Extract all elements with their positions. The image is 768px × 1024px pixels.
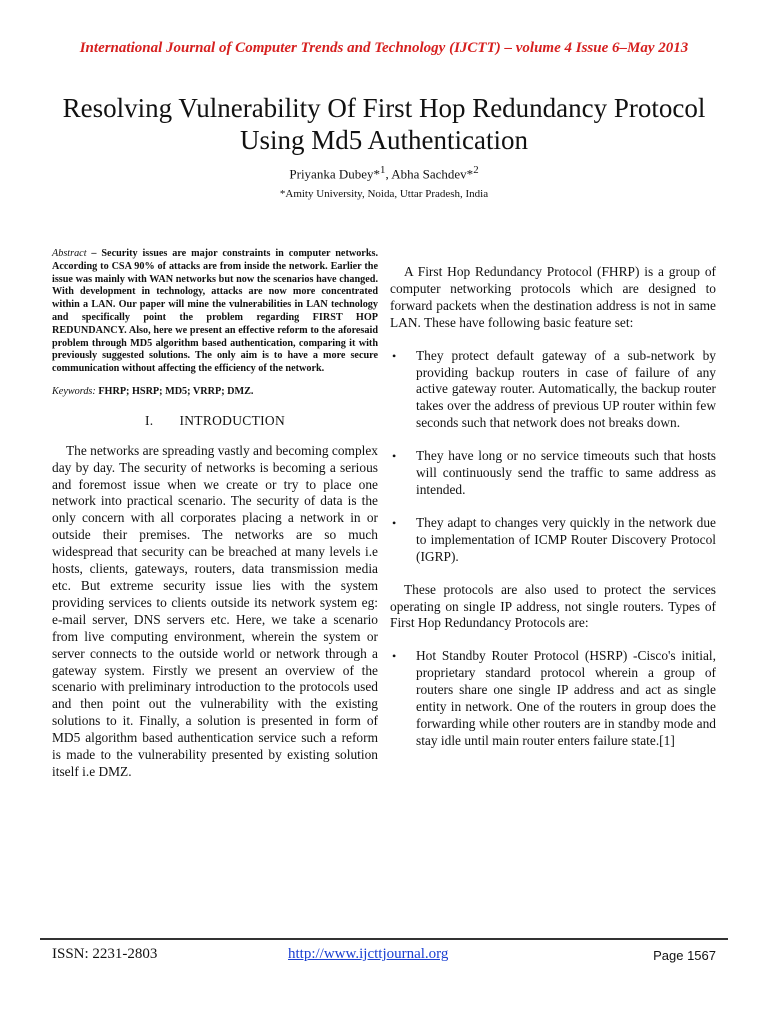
feature-list [390, 348, 716, 566]
list-item-text: They have long or no service timeouts such that hosts will continuously send the traffic to same address as intended. [416, 448, 716, 497]
list-item [390, 648, 716, 749]
intro-paragraph: The networks are spreading vastly and becoming complex day by day. The security of networks is becoming a serious and foremost issue when we create or try to place one network into practical scenario. The security of data is the only concern with all corporates placing a network in or outside their premises. The networks are so much widespread that security can be breached at many levels i.e hosts, clients, gateways, routers, data transmission media etc. But extreme security issue lies with the system providing services to clients outside its network system eg: e-mail server, DNS servers etc. Here, we take a scenario from live computing environment, wherein the system or server connects to the outside world or network through a gateway system. Firstly we present an overview of the scenario with preliminary introduction to the protocols used and then point out the vulnerability with the existing solutions to it. Finally, a solution is presented in form of MD5 algorithm based authentication service such a reform is made to the vulnerability presented by existing solution itself i.e DMZ. [52, 442, 378, 779]
issn: ISSN: 2231-2803 [52, 946, 158, 962]
keywords-label: Keywords: [52, 385, 96, 397]
author-name: Priyanka Dubey* [289, 166, 381, 182]
fhrp-intro-paragraph: A First Hop Redundancy Protocol (FHRP) is a group of computer networking protocols which are designed to forward packets when the destination address is not in same LAN. These have following basic feature set: [390, 264, 716, 330]
protocol-types-list [390, 648, 716, 749]
section-title: INTRODUCTION [179, 412, 286, 428]
abstract [52, 248, 378, 376]
list-item-text: Hot Standby Router Protocol (HSRP) -Cisco's initial, proprietary standard protocol wherein a group of routers share one single IP address and act as single entity in network. One of the routers in group does the forwarding while other routers are in standby mode and stay idle until main router enters failure state.[1] [416, 648, 716, 748]
abstract-text: Security issues are major constraints in computer networks. According to CSA 90% of attacks are from inside the network. Earlier the issue was mainly with WAN networks but now the scenarios have changed. With development in technology, attacks are now more concentrated within a LAN. Our paper will mine the vulnerabilities in LAN technology and specifically point the problem regarding FIRST HOP REDUNDANCY. Also, here we present an effective reform to the aforesaid problem through MD5 algorithm based authentication, comparing it with previously suggested solutions. The only aim is to have a more secure communication without affecting the efficiency of the network. [52, 248, 378, 375]
list-item-text: They adapt to changes very quickly in the network due to implementation of ICMP Router Discovery Protocol (IGRP). [416, 514, 716, 564]
list-item-text: They protect default gateway of a sub-network by providing backup routers in case of failure of any active gateway router. Automatically, the backup router takes over the address of previous UP router within few seconds such that network does not breaks down. [416, 347, 716, 431]
right-column [390, 248, 716, 766]
keywords-text: FHRP; HSRP; MD5; VRRP; DMZ. [95, 385, 254, 397]
protocol-types-paragraph: These protocols are also used to protect the services operating on single IP address, not single routers. Types of First Hop Redundancy Protocols are: [390, 581, 716, 631]
footer-divider [40, 938, 728, 940]
abstract-label: Abstract [52, 248, 87, 259]
author-affiliation-mark: 2 [473, 164, 479, 176]
bullet-icon: • [392, 649, 397, 664]
author-name: Abha Sachdev* [391, 166, 474, 182]
list-item [390, 515, 716, 566]
bullet-icon: • [392, 348, 397, 363]
list-item [390, 448, 716, 499]
abstract-dash: – [86, 248, 102, 259]
journal-link[interactable]: http://www.ijcttjournal.org [288, 946, 449, 962]
left-column [52, 248, 378, 781]
paper-title: Resolving Vulnerability Of First Hop Redundancy Protocol Using Md5 Authentication [62, 93, 706, 155]
list-item [390, 348, 716, 433]
author-affiliation-mark: 1 [380, 164, 386, 176]
author-separator: , [385, 166, 392, 182]
journal-header: International Journal of Computer Trends and Technology (IJCTT) – volume 4 Issue 6–May 2013 [79, 40, 689, 56]
page-number: Page 1567 [653, 948, 716, 963]
affiliation: *Amity University, Noida, Uttar Pradesh, India [279, 188, 489, 200]
keywords [52, 386, 378, 399]
section-number: I. [144, 412, 154, 428]
bullet-icon: • [392, 515, 397, 530]
bullet-icon: • [392, 449, 397, 464]
author-list [0, 164, 768, 182]
section-heading [52, 413, 378, 429]
